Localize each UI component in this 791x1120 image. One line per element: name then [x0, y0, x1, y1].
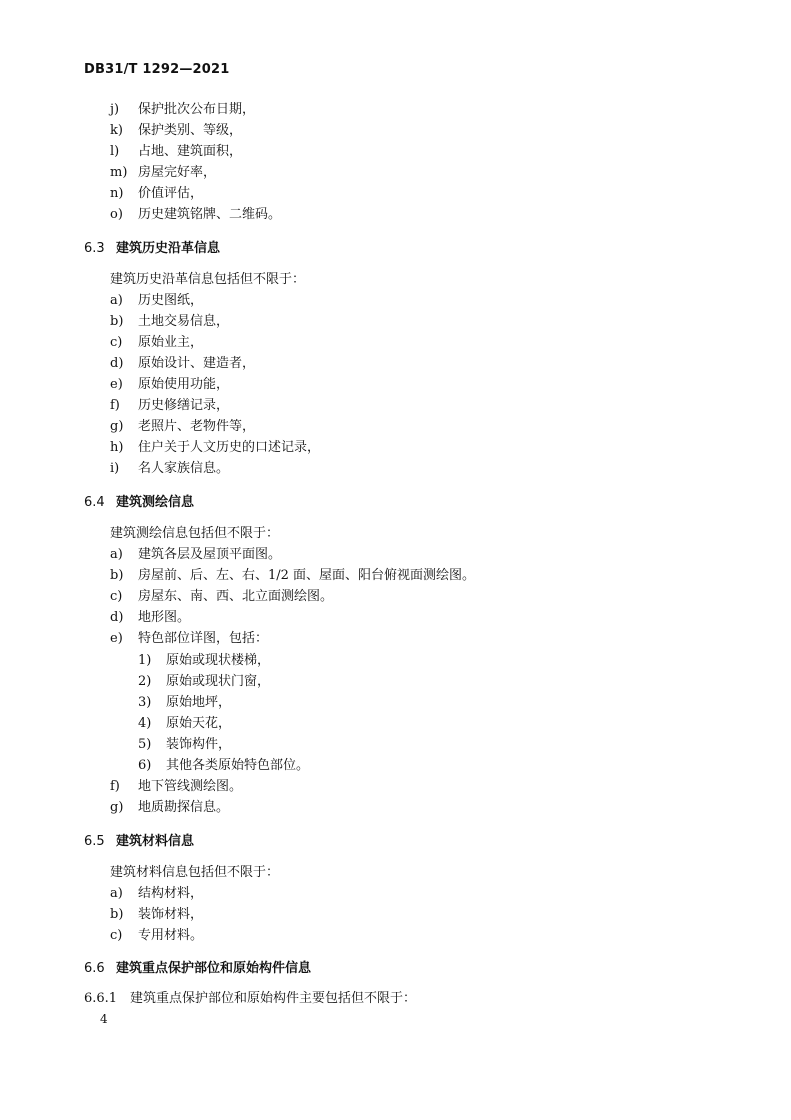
- list-item: l) 占地、建筑面积，: [110, 144, 243, 159]
- list-item: f) 地下管线测绘图。: [110, 779, 243, 794]
- sub-list-item: 4) 原始天花，: [138, 716, 232, 731]
- list-item: f) 历史修缮记录，: [110, 398, 230, 413]
- list-item: a) 建筑各层及屋顶平面图。: [110, 547, 282, 562]
- sub-list-item: 2) 原始或现状门窗，: [138, 674, 271, 689]
- list-item: d) 地形图。: [110, 610, 191, 625]
- list-item: e) 特色部位详图，包括：: [110, 631, 269, 646]
- list-item: h) 住户关于人文历史的口述记录，: [110, 440, 321, 455]
- list-item: d) 原始设计、建造者，: [110, 356, 256, 371]
- document-id-header: DB31/T 1292—2021: [84, 62, 230, 77]
- list-item: b) 装饰材料，: [110, 907, 204, 922]
- sub-list-item: 3) 原始地坪，: [138, 695, 232, 710]
- section-heading-6-3: 6.3 建筑历史沿革信息: [84, 241, 221, 256]
- sub-list-item: 1) 原始或现状楼梯，: [138, 653, 271, 668]
- list-item: c) 专用材料。: [110, 928, 204, 943]
- list-item: b) 土地交易信息，: [110, 314, 230, 329]
- list-item: k) 保护类别、等级，: [110, 123, 243, 138]
- section-intro: 建筑材料信息包括但不限于：: [110, 865, 280, 880]
- list-item: a) 结构材料，: [110, 886, 204, 901]
- list-item: b) 房屋前、后、左、右、1/2 面、屋面、阳台俯视面测绘图。: [110, 568, 476, 583]
- list-item: o) 历史建筑铭牌、二维码。: [110, 207, 282, 222]
- section-intro: 建筑历史沿革信息包括但不限于：: [110, 272, 306, 287]
- page-number: 4: [100, 1012, 108, 1026]
- list-item: a) 历史图纸，: [110, 293, 204, 308]
- list-item: e) 原始使用功能，: [110, 377, 230, 392]
- list-item: g) 地质勘探信息。: [110, 800, 230, 815]
- list-item: n) 价值评估，: [110, 186, 204, 201]
- section-heading-6-6: 6.6 建筑重点保护部位和原始构件信息: [84, 961, 312, 976]
- sub-list-item: 5) 装饰构件，: [138, 737, 232, 752]
- list-item: g) 老照片、老物件等，: [110, 419, 256, 434]
- section-heading-6-5: 6.5 建筑材料信息: [84, 834, 195, 849]
- section-heading-6-4: 6.4 建筑测绘信息: [84, 495, 195, 510]
- list-item: j) 保护批次公布日期，: [110, 102, 256, 117]
- sub-list-item: 6) 其他各类原始特色部位。: [138, 758, 310, 773]
- list-item: c) 房屋东、南、西、北立面测绘图。: [110, 589, 334, 604]
- list-item: m) 房屋完好率，: [110, 165, 217, 180]
- section-intro: 建筑测绘信息包括但不限于：: [110, 526, 280, 541]
- list-item: i) 名人家族信息。: [110, 461, 230, 476]
- list-item: c) 原始业主，: [110, 335, 204, 350]
- clause-6-6-1: 6.6.1 建筑重点保护部位和原始构件主要包括但不限于：: [84, 991, 417, 1006]
